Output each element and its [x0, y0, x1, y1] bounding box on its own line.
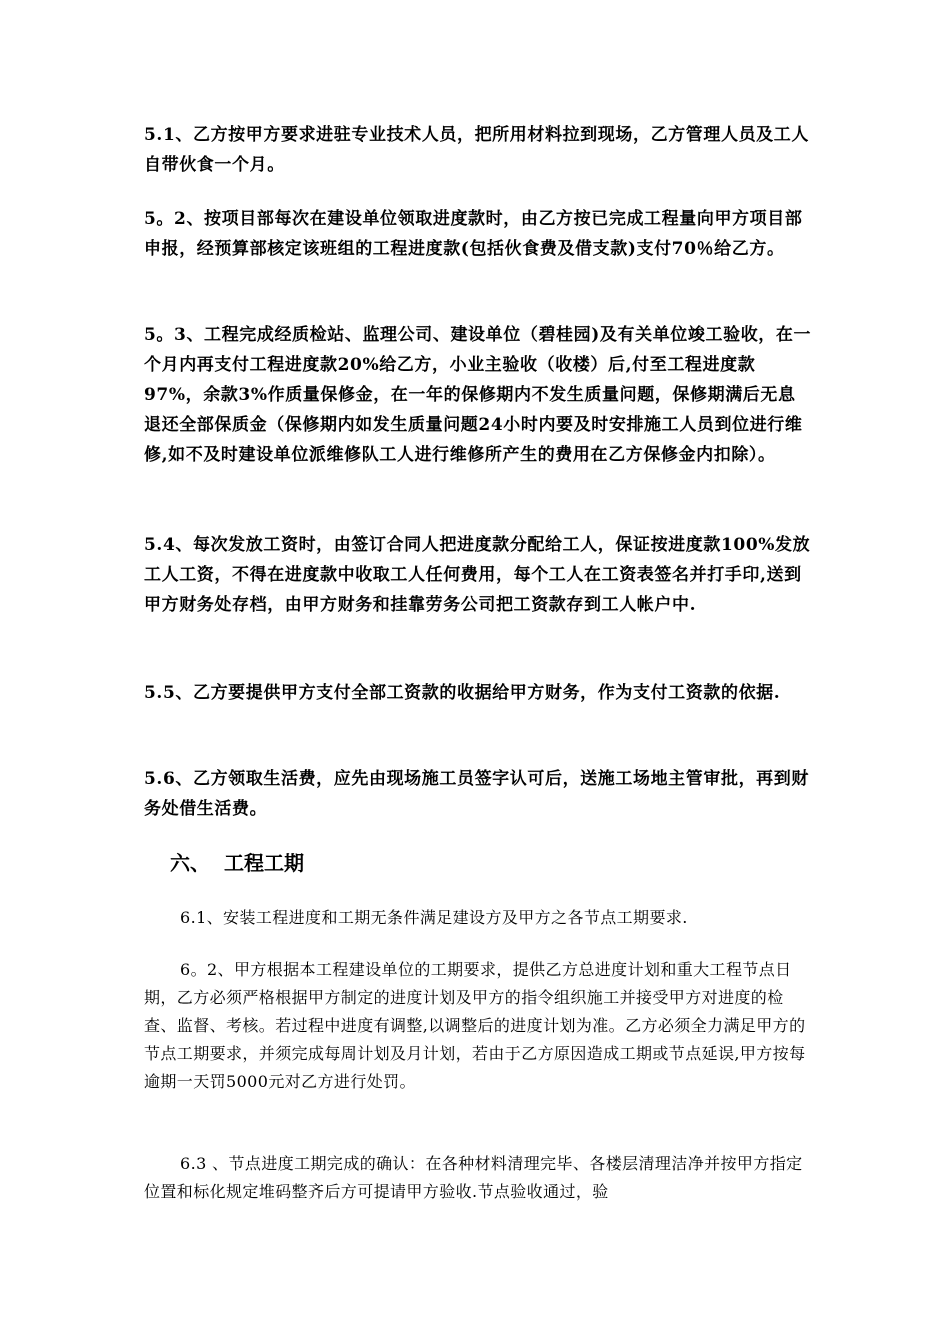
section-6-heading — [170, 848, 304, 878]
clause-5-3: 5。3、工程完成经质检站、监理公司、建设单位（碧桂园)及有关单位竣工验收，在一个月内再支付工程进度款20%给乙方，小业主验收（收楼）后,付至工程进度款97%，余款3%作质量保修金，在一年的保修期内不发生质量问题，保修期满后无息退还全部保质金（保修期内如发生质量问题24小时内要及时安排施工人员到位进行维修,如不及时建设单位派维修队工人进行维修所产生的费用在乙方保修金内扣除）。 — [144, 325, 812, 465]
clause-5-5: 5.5、乙方要提供甲方支付全部工资款的收据给甲方财务，作为支付工资款的依据. — [144, 683, 781, 703]
clause-6-3: 6.3 、节点进度工期完成的确认：在各种材料清理完毕、各楼层清理洁净并按甲方指定位置和标化规定堆码整齐后方可提请甲方验收.节点验收通过，验 — [144, 1154, 803, 1201]
clause-6-1: 6.1、安装工程进度和工期无条件满足建设方及甲方之各节点工期要求. — [180, 908, 688, 927]
clause-6-2: 6。2、甲方根据本工程建设单位的工期要求，提供乙方总进度计划和重大工程节点日期，乙方必须严格根据甲方制定的进度计划及甲方的指令组织施工并接受甲方对进度的检查、监督、考核。若过程中进度有调整,以调整后的进度计划为准。乙方必须全力满足甲方的节点工期要求，并须完成每周计划及月计划，若由于乙方原因造成工期或节点延误,甲方按每逾期一天罚5000元对乙方进行处罚。 — [144, 960, 806, 1091]
section-6-title: 工程工期 — [224, 851, 304, 875]
clause-5-2: 5。2、按项目部每次在建设单位领取进度款时，由乙方按已完成工程量向甲方项目部申报，经预算部核定该班组的工程进度款(包括伙食费及借支款)支付70％给乙方。 — [144, 209, 803, 259]
clause-5-1: 5.1、乙方按甲方要求进驻专业技术人员，把所用材料拉到现场，乙方管理人员及工人自带伙食一个月。 — [144, 125, 809, 175]
section-6-number: 六、 — [170, 851, 210, 875]
clause-5-4: 5.4、每次发放工资时，由签订合同人把进度款分配给工人，保证按进度款100%发放工人工资，不得在进度款中收取工人任何费用，每个工人在工资表签名并打手印,送到甲方财务处存档，由甲方财务和挂靠劳务公司把工资款存到工人帐户中. — [144, 535, 811, 615]
clause-5-6: 5.6、乙方领取生活费，应先由现场施工员签字认可后，送施工场地主管审批，再到财务处借生活费。 — [144, 769, 809, 819]
